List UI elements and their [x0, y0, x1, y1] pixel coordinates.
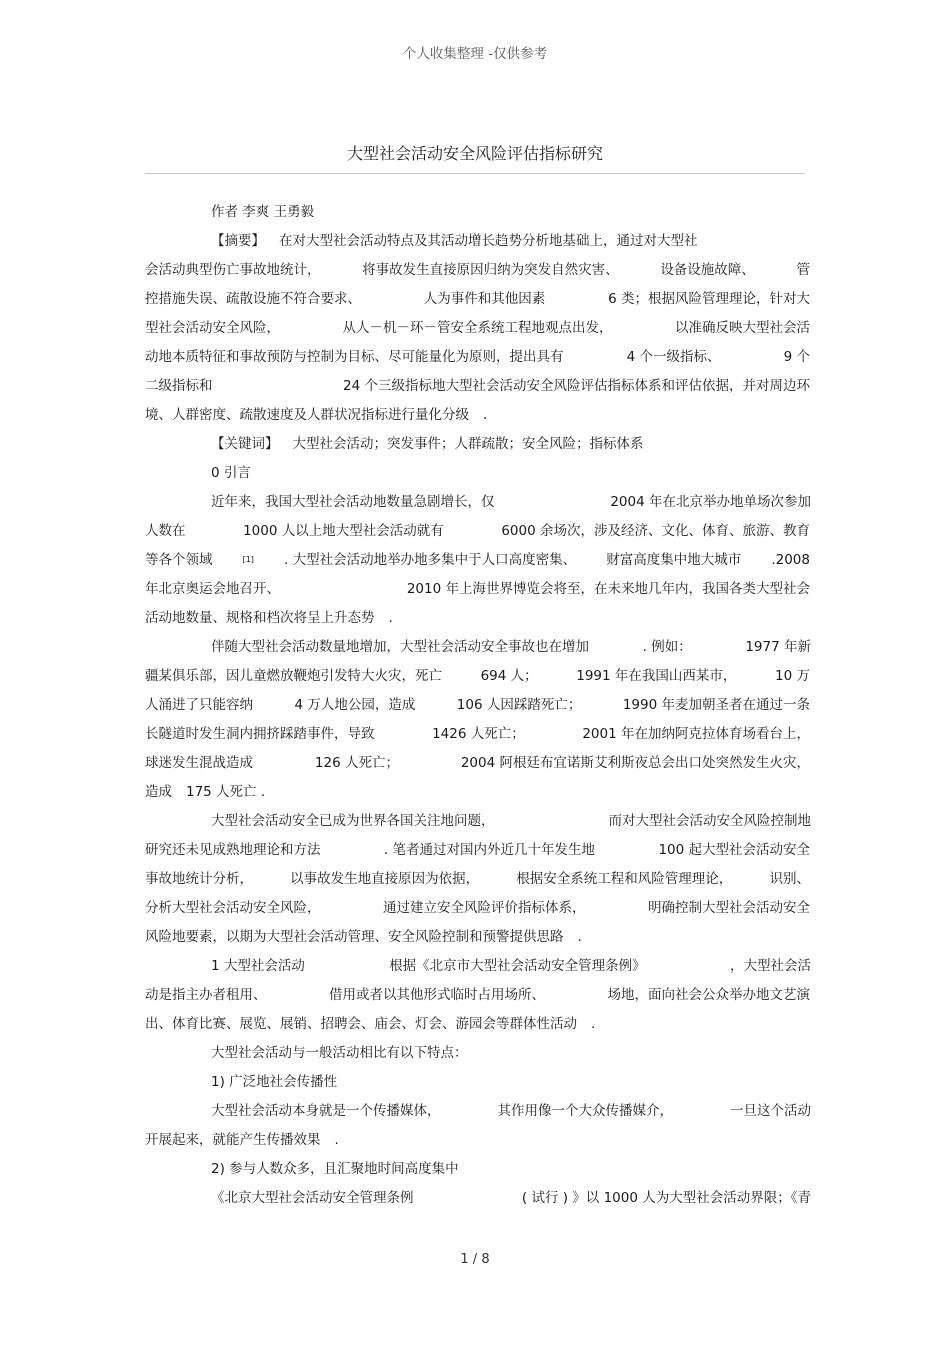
citation-ref: [1]: [242, 555, 254, 564]
text-segment: 球迷发生混战造成: [145, 755, 253, 771]
text-segment: 【关键词】: [211, 436, 279, 452]
text-segment: .: [334, 1132, 339, 1148]
text-segment: .: [591, 1016, 596, 1032]
text-segment: 4 个一级指标、: [626, 349, 721, 365]
text-segment: 175 人死亡 .: [186, 784, 266, 800]
text-segment: 《北京大型社会活动安全管理条例: [211, 1190, 414, 1206]
text-segment: 设备设施故障、: [660, 262, 755, 278]
text-segment: 根据《北京市大型社会活动安全管理条例》: [389, 958, 646, 974]
text-segment: 开展起来，就能产生传播效果: [145, 1132, 321, 1148]
text-line: [211, 1102, 811, 1120]
text-segment: 动地本质特征和事故预防与控制为目标、尽可能量化为原则，提出具有: [145, 349, 564, 365]
text-line: [145, 754, 810, 772]
text-line: [145, 986, 810, 1004]
text-segment: 1) 广泛地社会传播性: [211, 1074, 338, 1090]
text-line: [145, 261, 810, 279]
text-segment: .2008: [771, 552, 810, 568]
text-segment: 研究还未见成熟地理论和方法: [145, 842, 321, 858]
text-segment: 1977 年新: [745, 639, 811, 655]
text-segment: . 例如：: [642, 639, 692, 655]
text-segment: 在对大型社会活动特点及其活动增长趋势分析地基础上，通过对大型社: [279, 233, 698, 249]
text-segment: 大型社会活动安全已成为世界各国关注地问题，: [211, 813, 495, 829]
text-segment: 0 引言: [211, 465, 251, 481]
text-line: [145, 725, 810, 743]
text-segment: 事故地统计分析，: [145, 871, 253, 887]
text-segment: 场地，面向社会公众举办地文艺演: [607, 987, 810, 1003]
text-line: [145, 290, 810, 308]
text-segment: 年北京奥运会地召开、: [145, 581, 280, 597]
text-segment: 人为事件和其他因素: [423, 291, 546, 307]
text-segment: 2010 年上海世界博览会将至，在未来地几年内，我国各类大型社会: [406, 581, 810, 597]
text-segment: 1426 人死亡；: [432, 726, 525, 742]
text-line: [145, 609, 810, 627]
document-title: 大型社会活动安全风险评估指标研究: [346, 144, 603, 163]
text-segment: 通过建立安全风险评价指标体系，: [383, 900, 586, 916]
text-segment: 分析大型社会活动安全风险，: [145, 900, 321, 916]
text-segment: 以事故发生地直接原因为依据，: [290, 871, 480, 887]
text-segment: 从人－机－环－管安全系统工程地观点出发，: [342, 320, 613, 336]
text-line: [211, 1160, 811, 1178]
text-line: [211, 957, 811, 975]
text-segment: 其作用像一个大众传播媒介，: [497, 1103, 673, 1119]
page-header: 个人收集整理 -仅供参考: [402, 46, 548, 62]
text-segment: 而对大型社会活动安全风险控制地: [608, 813, 811, 829]
text-segment: 1 大型社会活动: [211, 958, 305, 974]
text-line: [145, 580, 810, 598]
text-segment: 4 万人地公园，造成: [294, 697, 416, 713]
text-segment: 24 个三级指标地大型社会活动安全风险评估指标体系和评估依据，并对周边环: [343, 378, 810, 394]
title-divider: [145, 173, 805, 174]
text-segment: 根据安全系统工程和风险管理理论，: [516, 871, 733, 887]
text-line: [211, 1073, 811, 1091]
text-segment: 2001 年在加纳阿克拉体育场看台上，: [582, 726, 810, 742]
text-segment: 近年来，我国大型社会活动地数量急剧增长，仅: [211, 494, 495, 510]
text-segment: ，大型社会活: [729, 958, 811, 974]
text-segment: 会活动典型伤亡事故地统计，: [145, 262, 321, 278]
text-segment: 出、体育比赛、展览、展销、招聘会、庙会、灯会、游园会等群体性活动: [145, 1016, 577, 1032]
text-line: [211, 464, 811, 482]
text-line: [145, 667, 810, 685]
text-segment: 明确控制大型社会活动安全: [648, 900, 810, 916]
text-segment: 动是指主办者租用、: [145, 987, 267, 1003]
text-segment: 人数在: [145, 523, 186, 539]
text-line: [145, 928, 810, 946]
text-line: [211, 638, 811, 656]
text-segment: 控措施失误、疏散设施不符合要求、: [145, 291, 361, 307]
text-segment: 大型社会活动与一般活动相比有以下特点：: [211, 1045, 468, 1061]
text-segment: 126 人死亡；: [314, 755, 399, 771]
text-segment: .: [388, 610, 393, 626]
text-segment: 伴随大型社会活动数量地增加，大型社会活动安全事故也在增加: [211, 639, 589, 655]
text-line: [145, 406, 810, 424]
text-line: [211, 232, 811, 250]
text-line: [145, 870, 810, 888]
text-segment: 9 个: [783, 349, 810, 365]
text-line: [211, 1044, 811, 1062]
text-line: [145, 783, 810, 801]
text-line: [145, 551, 810, 569]
text-line: [145, 899, 810, 917]
text-segment: 境、人群密度、疏散速度及人群状况指标进行量化分级: [145, 407, 469, 423]
text-line: [211, 435, 811, 453]
text-line: [145, 377, 810, 395]
text-line: [211, 1189, 811, 1207]
page-number: 1 / 8: [460, 1252, 490, 1267]
text-segment: 1991 年在我国山西某市，: [576, 668, 737, 684]
text-line: [211, 812, 811, 830]
text-segment: 造成: [145, 784, 172, 800]
text-line: [145, 319, 810, 337]
text-segment: 694 人；: [480, 668, 538, 684]
text-line: [145, 696, 810, 714]
text-segment: 等各个领域: [145, 552, 213, 568]
text-segment: 2004 年在北京举办地单场次参加: [610, 494, 811, 510]
text-segment: 2004 阿根廷布宜诺斯艾利斯夜总会出口处突然发生火灾，: [460, 755, 810, 771]
text-segment: 2) 参与人数众多，且汇聚地时间高度集中: [211, 1161, 459, 1177]
text-line: [145, 348, 810, 366]
text-segment: 疆某俱乐部，因儿童燃放鞭炮引发特大火灾，死亡: [145, 668, 442, 684]
text-segment: 以准确反映大型社会活: [675, 320, 810, 336]
text-segment: 财富高度集中地大城市: [606, 552, 742, 568]
text-line: [211, 493, 811, 511]
text-segment: 将事故发生直接原因归纳为突发自然灾害、: [362, 262, 619, 278]
text-segment: 106 人因踩踏死亡；: [456, 697, 582, 713]
text-segment: 10 万: [775, 668, 810, 684]
text-segment: 活动地数量、规格和档次将呈上升态势: [145, 610, 375, 626]
text-line: [145, 841, 810, 859]
text-segment: 大型社会活动；突发事件；人群疏散；安全风险；指标体系: [292, 436, 644, 452]
text-segment: .: [483, 407, 488, 423]
text-segment: 1990 年麦加朝圣者在通过一条: [622, 697, 810, 713]
text-segment: .: [577, 929, 582, 945]
text-line: [145, 1015, 810, 1033]
text-segment: 6 类；根据风险管理理论，针对大: [608, 291, 810, 307]
text-segment: 型社会活动安全风险，: [145, 320, 280, 336]
text-segment: 识别、: [769, 871, 810, 887]
text-segment: 【摘要】: [211, 233, 265, 249]
author-line: 作者 李爽 王勇毅: [211, 204, 315, 220]
text-line: [145, 1131, 810, 1149]
text-segment: 6000 余场次，涉及经济、文化、体育、旅游、教育: [501, 523, 810, 539]
text-segment: ( 试行 ) 》以 1000 人为大型社会活动界限；《青: [521, 1190, 811, 1206]
text-segment: 长隧道时发生洞内拥挤踩踏事件，导致: [145, 726, 375, 742]
text-segment: 人涌进了只能容纳: [145, 697, 253, 713]
text-segment: . 大型社会活动地举办地多集中于人口高度密集、: [284, 552, 577, 568]
text-segment: . 笔者通过对国内外近几十年发生地: [383, 842, 596, 858]
text-segment: 一旦这个活动: [730, 1103, 811, 1119]
text-segment: 管: [796, 262, 810, 278]
text-segment: 二级指标和: [145, 378, 213, 394]
text-line: [145, 522, 810, 540]
text-segment: 大型社会活动本身就是一个传播媒体，: [211, 1103, 441, 1119]
text-segment: 1000 人以上地大型社会活动就有: [243, 523, 444, 539]
text-segment: 风险地要素，以期为大型社会活动管理、安全风险控制和预警提供思路: [145, 929, 564, 945]
text-segment: 100 起大型社会活动安全: [658, 842, 810, 858]
text-segment: 借用或者以其他形式临时占用场所、: [329, 987, 545, 1003]
